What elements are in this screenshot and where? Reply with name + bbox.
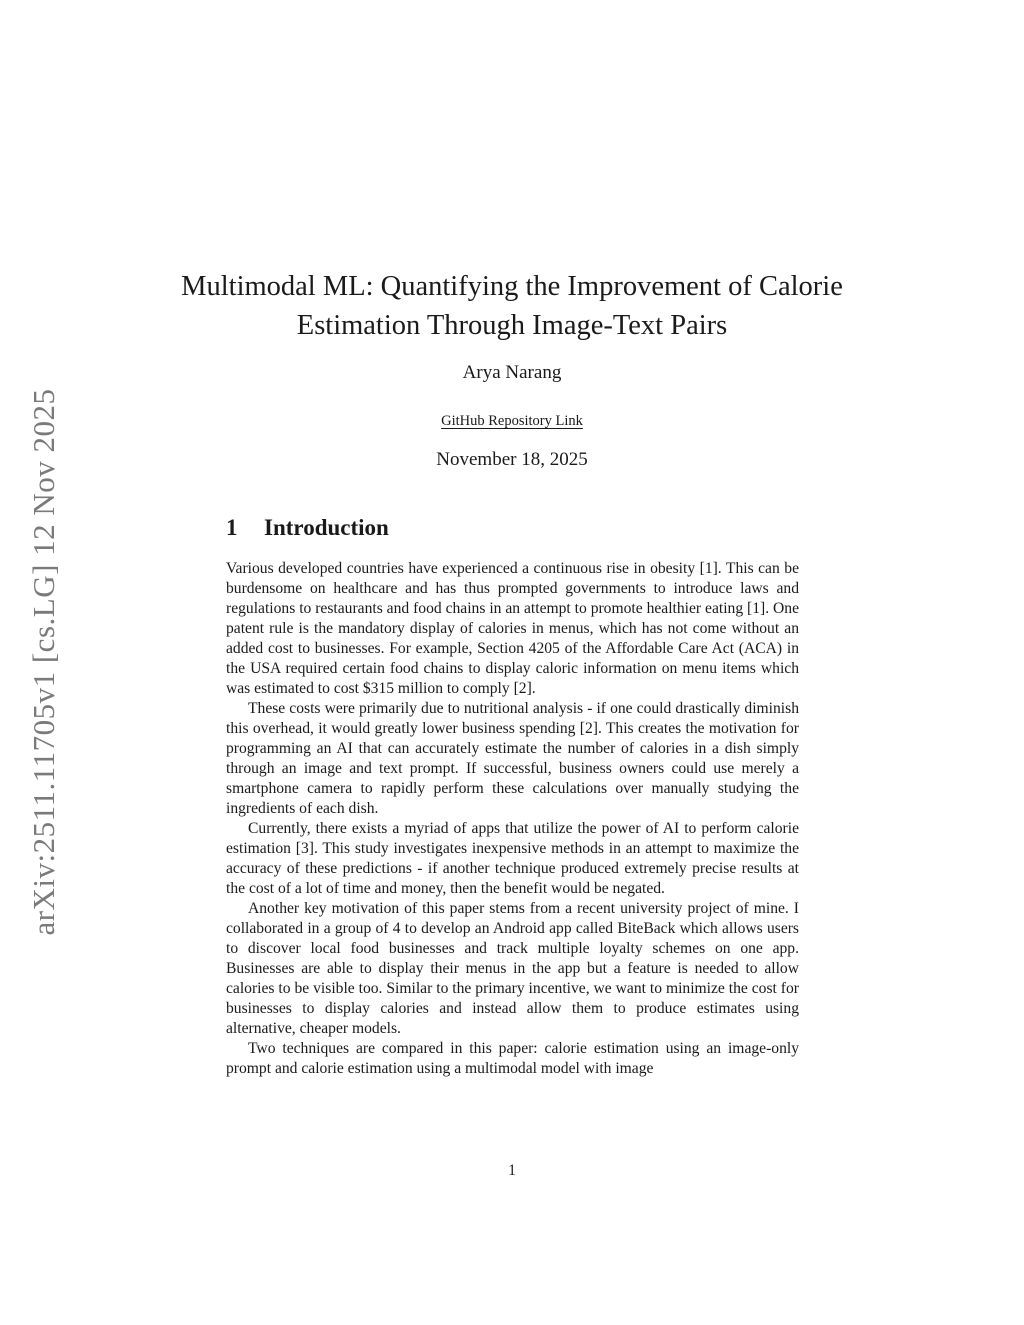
paragraph-2: These costs were primarily due to nutritional analysis - if one could drastically diminish this overhead, it would greatly lower business spending [2]. This creates the motivation for programming an AI that can accurately estimate the number of calories in a dish simply through an image and text prompt. If successful, business owners could use merely a smartphone camera to rapidly perform these calculations over manually studying the ingredients of each dish. — [226, 700, 799, 817]
paragraph-1: Various developed countries have experienced a continuous rise in obesity [1]. This can be burdensome on healthcare and has thus prompted governments to introduce laws and regulations to restaurants and food chains in an attempt to promote healthier eating [1]. One patent rule is the mandatory display of calories in menus, which has not come without an added cost to businesses. For example, Section 4205 of the Affordable Care Act (ACA) in the USA required certain food chains to display caloric information on menu items which was estimated to cost $315 million to comply [2]. — [226, 560, 799, 697]
paragraph-4: Another key motivation of this paper stems from a recent university project of mine. I collaborated in a group of 4 to develop an Android app called BiteBack which allows users to discover local food businesses and track multiple loyalty schemes on one app. Businesses are able to display their menus in the app but a feature is needed to allow calories to be visible too. Similar to the primary incentive, we want to minimize the cost for businesses to display calories and instead allow them to produce estimates using alternative, cheaper models. — [226, 900, 799, 1037]
paper-title: Multimodal ML: Quantifying the Improvement of Calorie Estimation Through Image-Text Pairs — [181, 271, 843, 341]
repo-link-container — [0, 413, 1024, 430]
body-text — [226, 559, 799, 1079]
github-repository-link[interactable]: GitHub Repository Link — [441, 413, 583, 429]
section-heading — [226, 515, 389, 541]
paragraph-3: Currently, there exists a myriad of apps that utilize the power of AI to perform calorie estimation [3]. This study investigates inexpensive methods in an attempt to maximize the accuracy of these predictions - if another technique produced extremely precise results at the cost of a lot of time and money, then the benefit would be negated. — [226, 820, 799, 897]
page-number: 1 — [508, 1162, 516, 1179]
author-name: Arya Narang — [462, 362, 562, 383]
section-number: 1 — [226, 515, 238, 540]
paragraph-5: Two techniques are compared in this paper: calorie estimation using an image-only prompt and calorie estimation using a multimodal model with image — [226, 1040, 799, 1077]
paper-date: November 18, 2025 — [436, 449, 588, 470]
section-title: Introduction — [264, 515, 389, 540]
arxiv-identifier: arXiv:2511.11705v1 [cs.LG] 12 Nov 2025 — [26, 388, 61, 936]
